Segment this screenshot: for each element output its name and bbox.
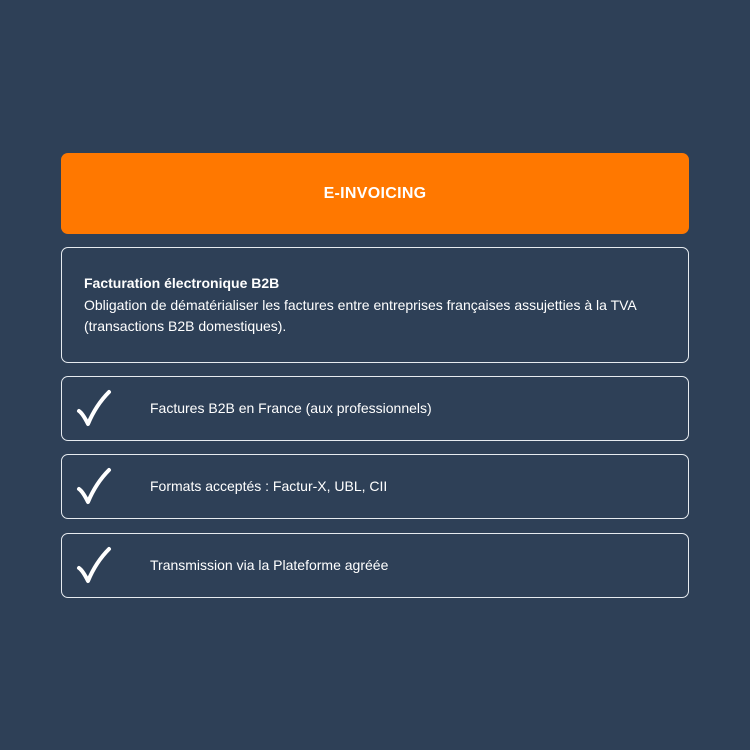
feature-item: [61, 454, 689, 519]
header-title: E-INVOICING: [323, 184, 427, 202]
feature-item: [61, 533, 689, 598]
description-title: Facturation électronique B2B: [84, 275, 280, 291]
checkmark-icon: [76, 546, 112, 586]
checkmark-icon: [76, 389, 112, 429]
description-card: [61, 247, 689, 363]
checkmark-icon: [76, 467, 112, 507]
description-body: Obligation de dématérialiser les factures entre entreprises françaises assujetties à la TVA (transactions B2B domestiques).: [84, 297, 636, 334]
header-banner: [61, 153, 689, 234]
feature-label: Formats acceptés : Factur-X, UBL, CII: [150, 478, 388, 494]
feature-label: Transmission via la Plateforme agréée: [150, 557, 389, 573]
feature-label: Factures B2B en France (aux professionnels): [150, 400, 432, 416]
feature-item: [61, 376, 689, 441]
